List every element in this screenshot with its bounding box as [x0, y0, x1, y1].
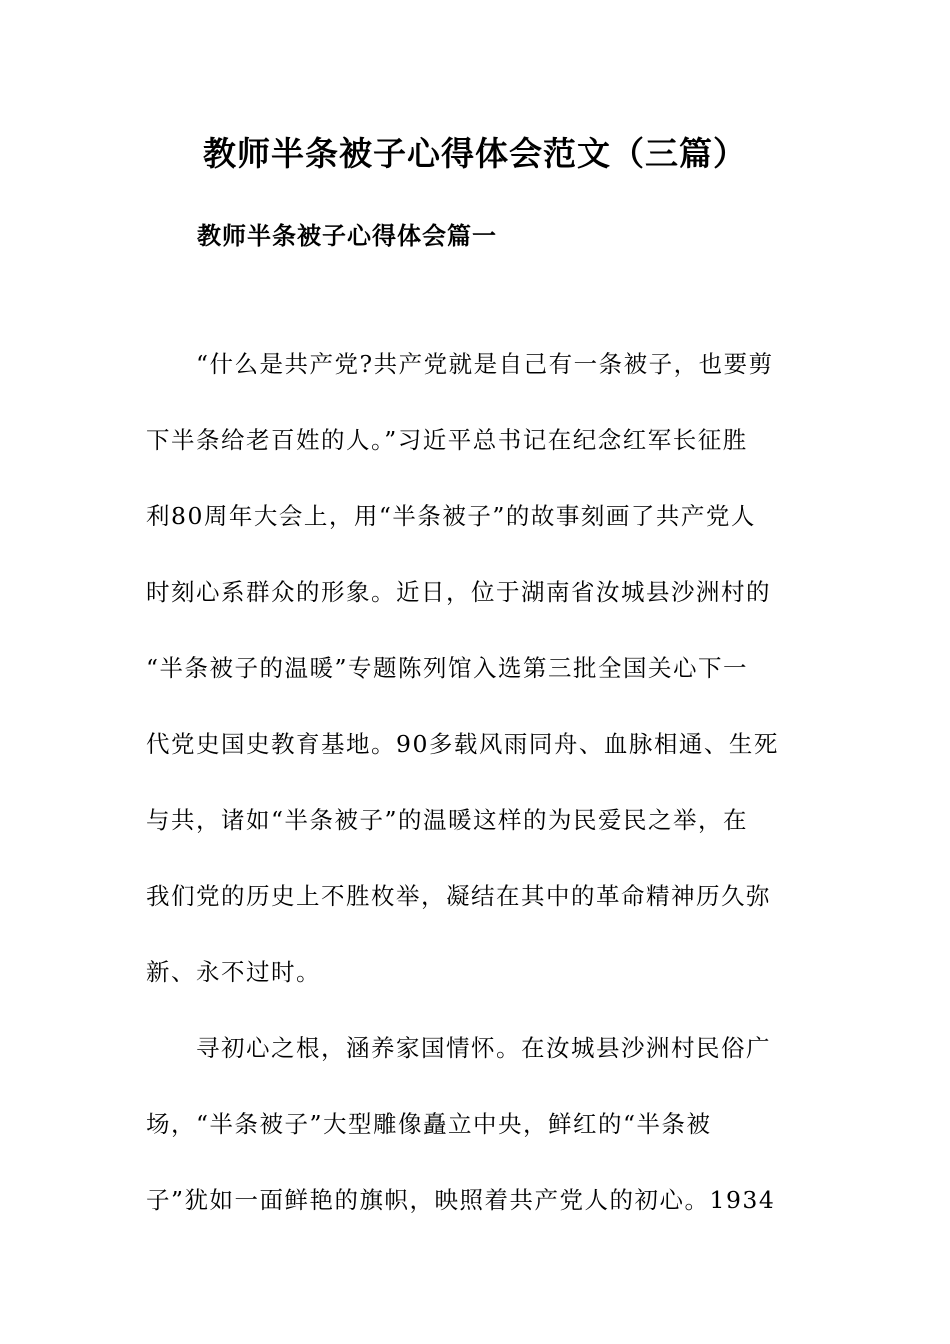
text-line: 寻初心之根，涵养家国情怀。在汝城县沙洲村民俗广 — [196, 1034, 771, 1062]
text-line: 场，“半条被子”大型雕像矗立中央，鲜红的“半条被 — [146, 1110, 712, 1138]
text-line: 子”犹如一面鲜艳的旗帜，映照着共产党人的初心。1934 — [146, 1186, 776, 1214]
text-line: 下半条给老百姓的人。”习近平总书记在纪念红军长征胜 — [146, 426, 748, 454]
text-line: 时刻心系群众的形象。近日，位于湖南省汝城县沙洲村的 — [146, 578, 771, 606]
text-line: “半条被子的温暖”专题陈列馆入选第三批全国关心下一 — [146, 654, 749, 682]
text-line: 代党史国史教育基地。90多载风雨同舟、血脉相通、生死 — [146, 730, 779, 758]
text-line: “什么是共产党?共产党就是自己有一条被子，也要剪 — [196, 350, 774, 378]
text-line: 利80周年大会上，用“半条被子”的故事刻画了共产党人 — [146, 502, 756, 530]
text-line: 与共，诸如“半条被子”的温暖这样的为民爱民之举，在 — [146, 806, 749, 834]
text-line: 我们党的历史上不胜枚举，凝结在其中的革命精神历久弥 — [146, 882, 771, 910]
section-heading: 教师半条被子心得体会篇一 — [197, 222, 497, 250]
body-text — [146, 326, 806, 1238]
document-title: 教师半条被子心得体会范文（三篇） — [203, 134, 747, 173]
text-line: 新、永不过时。 — [146, 958, 321, 986]
